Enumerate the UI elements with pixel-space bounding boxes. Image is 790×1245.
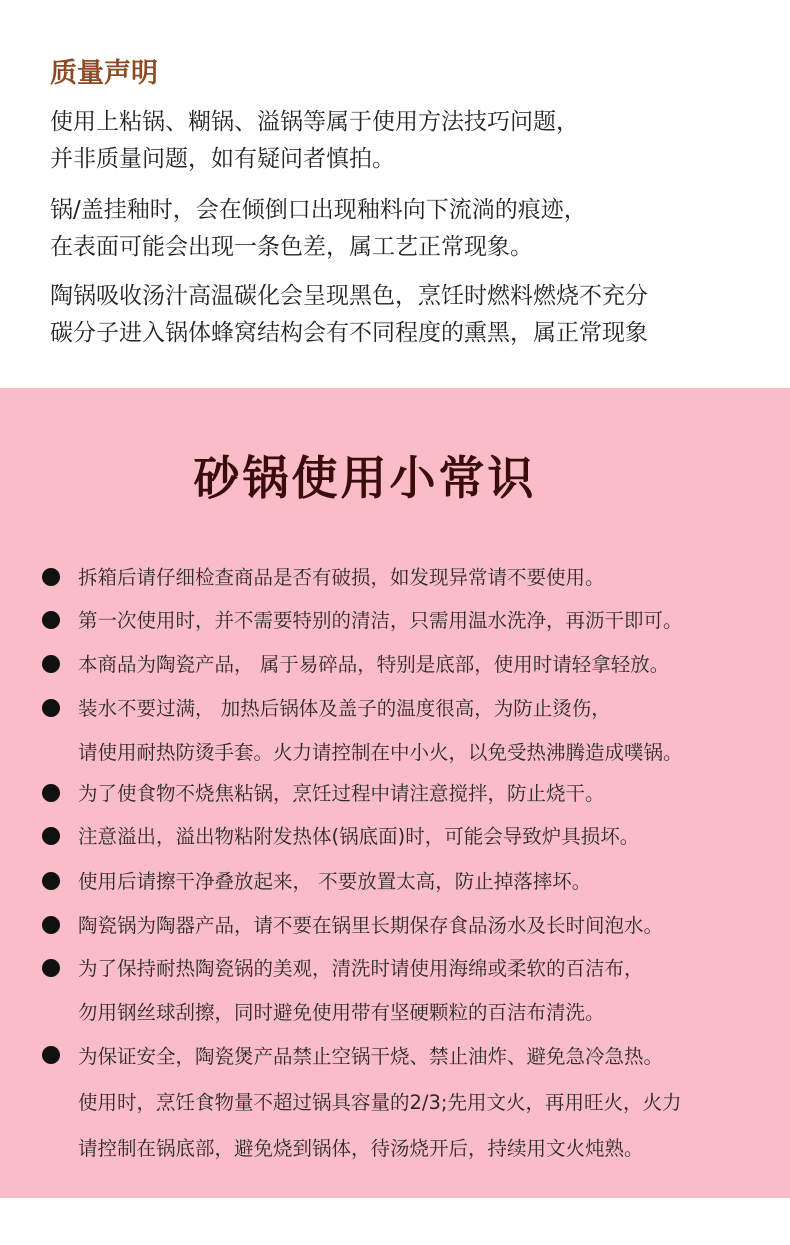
bullet-icon [42,784,60,802]
bullet-icon [42,1046,60,1064]
tip-item-10-line-1: 为保证安全，陶瓷煲产品禁止空锅干烧、禁止油炸、避免急冷急热。 [78,1045,664,1068]
bullet-icon [42,655,60,673]
bullet-icon [42,568,60,586]
tip-item-4-line-1: 装水不要过满， 加热后锅体及盖子的温度很高，为防止烫伤， [78,697,611,720]
tip-item-1-line-1: 拆箱后请仔细检查商品是否有破损，如发现异常请不要使用。 [78,566,605,589]
usage-tips-section [0,388,790,1198]
quality-paragraph-3 [50,278,648,352]
quality-paragraph-2 [50,192,587,266]
usage-tips-title: 砂锅使用小常识 [193,451,537,505]
tip-item-10-line-2: 使用时，烹饪食物量不超过锅具容量的2/3;先用文火，再用旺火，火力 [78,1091,682,1114]
quality-paragraph-1-line-2: 并非质量问题，如有疑问者慎拍。 [50,146,395,172]
tip-item-9-line-1: 为了保持耐热陶瓷锅的美观，清洗时请使用海绵或柔软的百洁布， [78,957,644,980]
quality-statement-title: 质量声明 [50,58,158,89]
quality-paragraph-3-line-2: 碳分子进入锅体蜂窝结构会有不同程度的熏黑，属正常现象 [50,320,648,346]
quality-paragraph-1-line-1: 使用上粘锅、糊锅、溢锅等属于使用方法技巧问题， [50,109,579,135]
quality-paragraph-1 [50,104,579,178]
bullet-icon [42,827,60,845]
tip-item-5-line-1: 为了使食物不烧焦粘锅，烹饪过程中请注意搅拌，防止烧干。 [78,782,605,805]
bullet-icon [42,872,60,890]
quality-statement-section [0,0,790,388]
tip-item-9-line-2: 勿用钢丝球刮擦，同时避免使用带有坚硬颗粒的百洁布清洗。 [78,1001,605,1024]
bullet-icon [42,916,60,934]
tip-item-2-line-1: 第一次使用时，并不需要特别的清洁，只需用温水洗净，再沥干即可。 [78,609,683,632]
tip-item-8-line-1: 陶瓷锅为陶器产品，请不要在锅里长期保存食品汤水及长时间泡水。 [78,914,664,937]
tip-item-6-line-1: 注意溢出，溢出物粘附发热体(锅底面)时，可能会导致炉具损坏。 [78,825,640,848]
bottom-margin [0,1198,790,1245]
tip-item-10-line-3: 请控制在锅底部，避免烧到锅体，待汤烧开后，持续用文火炖熟。 [78,1137,644,1160]
quality-paragraph-2-line-2: 在表面可能会出现一条色差，属工艺正常现象。 [50,234,533,260]
bullet-icon [42,699,60,717]
tip-item-4-line-2: 请使用耐热防烫手套。火力请控制在中小火，以免受热沸腾造成噗锅。 [78,741,683,764]
tip-item-3-line-1: 本商品为陶瓷产品， 属于易碎品，特别是底部，使用时请轻拿轻放。 [78,653,670,676]
tip-item-7-line-1: 使用后请擦干净叠放起来， 不要放置太高，防止掉落摔坏。 [78,870,592,893]
bullet-icon [42,611,60,629]
bullet-icon [42,959,60,977]
quality-paragraph-3-line-1: 陶锅吸收汤汁高温碳化会呈现黑色，烹饪时燃料燃烧不充分 [50,283,648,309]
quality-paragraph-2-line-1: 锅/盖挂釉时，会在倾倒口出现釉料向下流淌的痕迹， [50,197,587,223]
